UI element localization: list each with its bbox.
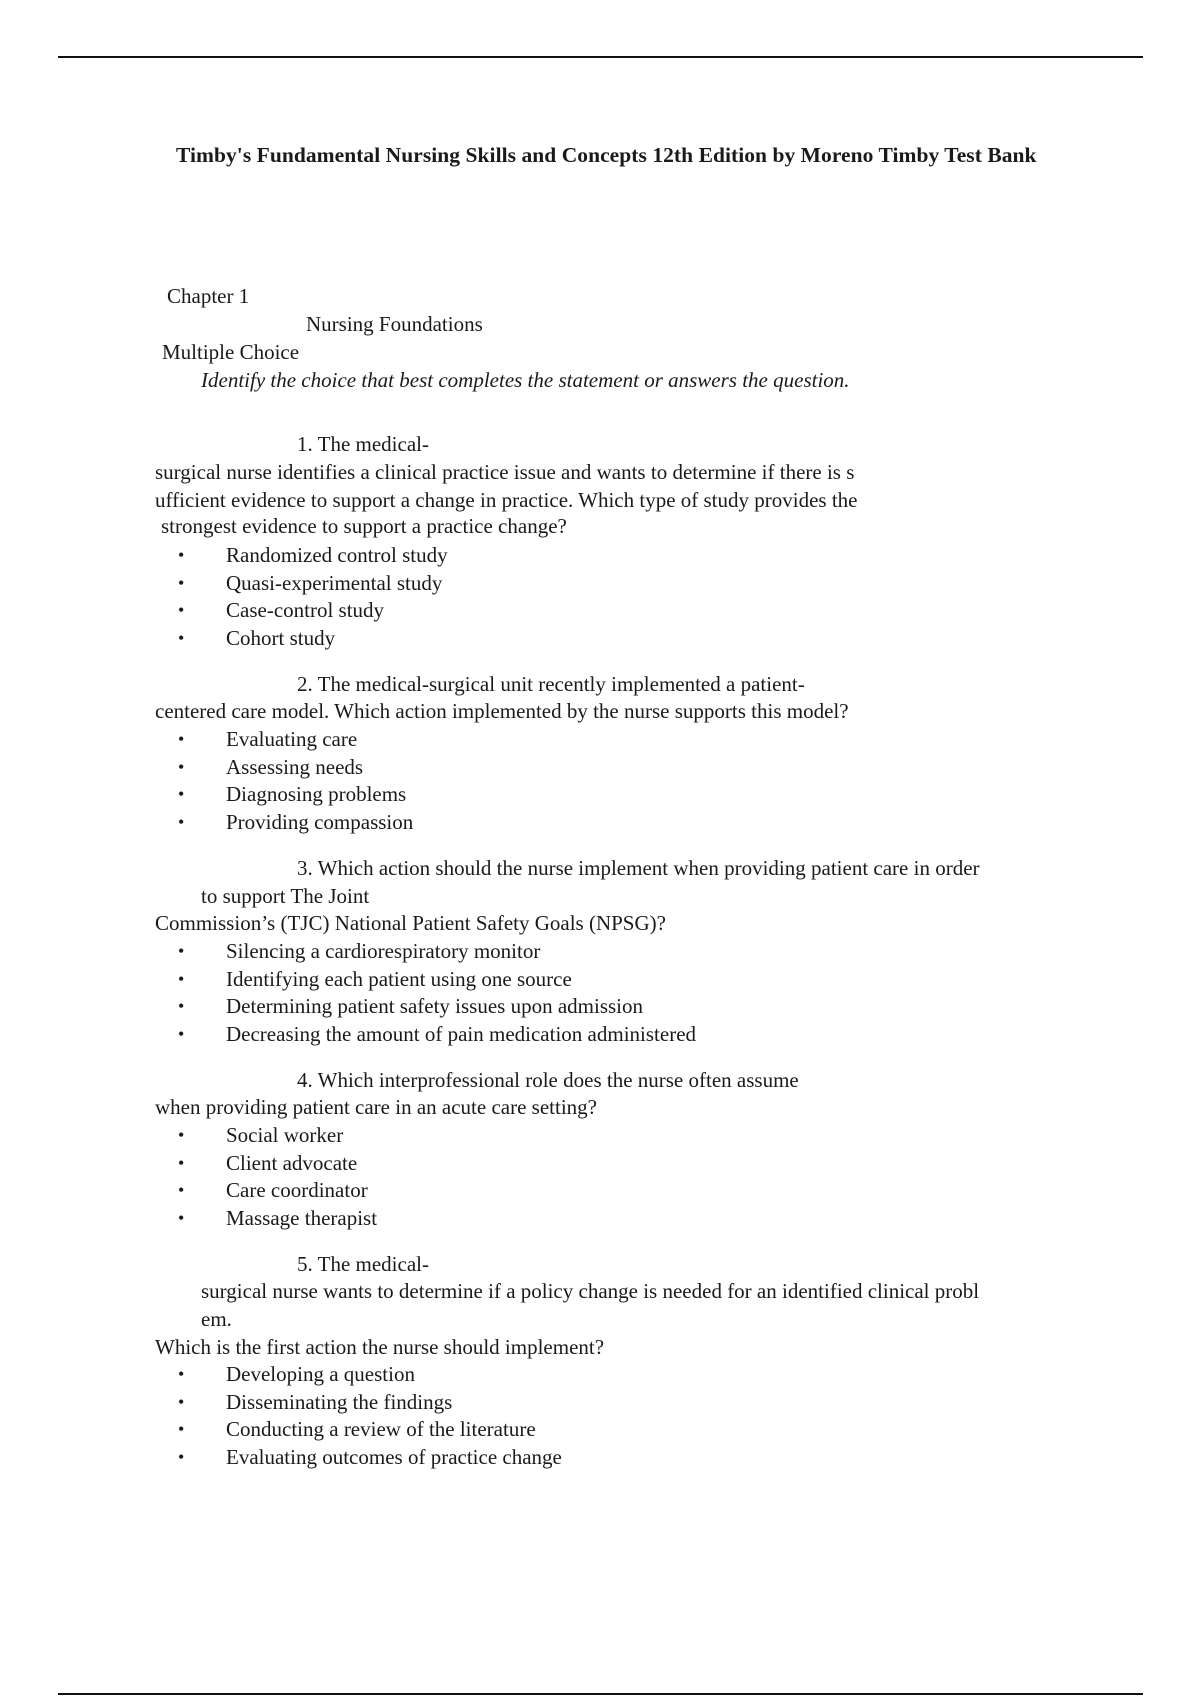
bullet-icon: • (178, 1364, 185, 1384)
bullet-icon: • (178, 1180, 185, 1201)
section-heading: Multiple Choice (162, 340, 300, 364)
question-line: 1. The medical- (297, 432, 429, 456)
bullet-icon: • (178, 572, 185, 593)
bullet-icon: • (178, 1125, 185, 1145)
document-title: Timby's Fundamental Nursing Skills and Concepts 12th Edition by Moreno Timby Test Bank (176, 143, 1037, 167)
option-text: Cohort study (226, 625, 336, 650)
bullet-icon: • (178, 1446, 185, 1467)
option-text: Assessing needs (226, 754, 364, 779)
bullet-icon: • (178, 600, 185, 621)
option-text: Developing a question (226, 1362, 415, 1386)
bottom-rule (58, 1693, 1143, 1695)
question-line: surgical nurse identifies a clinical practice issue and wants to determine if there is s (155, 460, 855, 484)
bullet-icon: • (178, 996, 185, 1017)
chapter-title: Nursing Foundations (306, 312, 483, 336)
top-rule (58, 56, 1143, 58)
option-text: Massage therapist (226, 1205, 378, 1230)
option-text: Randomized control study (226, 543, 448, 567)
question-line: centered care model. Which action implemented by the nurse supports this model? (155, 699, 849, 723)
option-text: Case-control study (226, 598, 385, 623)
chapter-label: Chapter 1 (167, 284, 250, 308)
question-line: 4. Which interprofessional role does the nurse often assume (297, 1068, 799, 1092)
option-text: Identifying each patient using one source (226, 966, 572, 991)
question-line: ufficient evidence to support a change in practice. Which type of study provides the (155, 488, 858, 512)
bullet-icon: • (178, 784, 185, 805)
question-line: Which is the first action the nurse should implement? (155, 1335, 605, 1359)
bullet-icon: • (178, 1207, 185, 1228)
option-text: Care coordinator (226, 1178, 368, 1203)
option-text: Providing compassion (226, 809, 414, 834)
bullet-icon: • (178, 627, 185, 648)
bullet-icon: • (178, 1391, 185, 1412)
question-line: 5. The medical- (297, 1252, 429, 1276)
bullet-icon: • (178, 968, 185, 989)
option-text: Silencing a cardiorespiratory monitor (226, 939, 541, 963)
option-text: Social worker (226, 1123, 344, 1147)
question-line: surgical nurse wants to determine if a policy change is needed for an identified clinical probl (201, 1279, 980, 1303)
instructions: Identify the choice that best completes the statement or answers the question. (201, 368, 850, 392)
option-text: Decreasing the amount of pain medication administered (226, 1021, 697, 1046)
question-line: 3. Which action should the nurse implement when providing patient care in order (297, 856, 980, 880)
question-line: 2. The medical-surgical unit recently implemented a patient- (297, 672, 805, 696)
question-line: to support The Joint (201, 884, 370, 908)
bullet-icon: • (178, 756, 185, 777)
option-text: Client advocate (226, 1150, 358, 1175)
option-text: Quasi-experimental study (226, 570, 443, 595)
option-text: Determining patient safety issues upon admission (226, 994, 644, 1019)
bullet-icon: • (178, 811, 185, 832)
bullet-icon: • (178, 545, 185, 565)
bullet-icon: • (178, 1023, 185, 1044)
bullet-icon: • (178, 1419, 185, 1440)
bullet-icon: • (178, 1152, 185, 1173)
question-line: when providing patient care in an acute care setting? (155, 1095, 597, 1119)
bullet-icon: • (178, 941, 185, 961)
option-text: Disseminating the findings (226, 1389, 453, 1414)
question-line: em. (201, 1307, 232, 1331)
bullet-icon: • (178, 729, 185, 749)
question-line: Commission’s (TJC) National Patient Safety Goals (NPSG)? (155, 911, 666, 935)
option-text: Conducting a review of the literature (226, 1417, 536, 1442)
question-line: strongest evidence to support a practice change? (161, 514, 567, 538)
option-text: Diagnosing problems (226, 782, 407, 807)
option-text: Evaluating care (226, 727, 358, 751)
option-text: Evaluating outcomes of practice change (226, 1444, 562, 1469)
